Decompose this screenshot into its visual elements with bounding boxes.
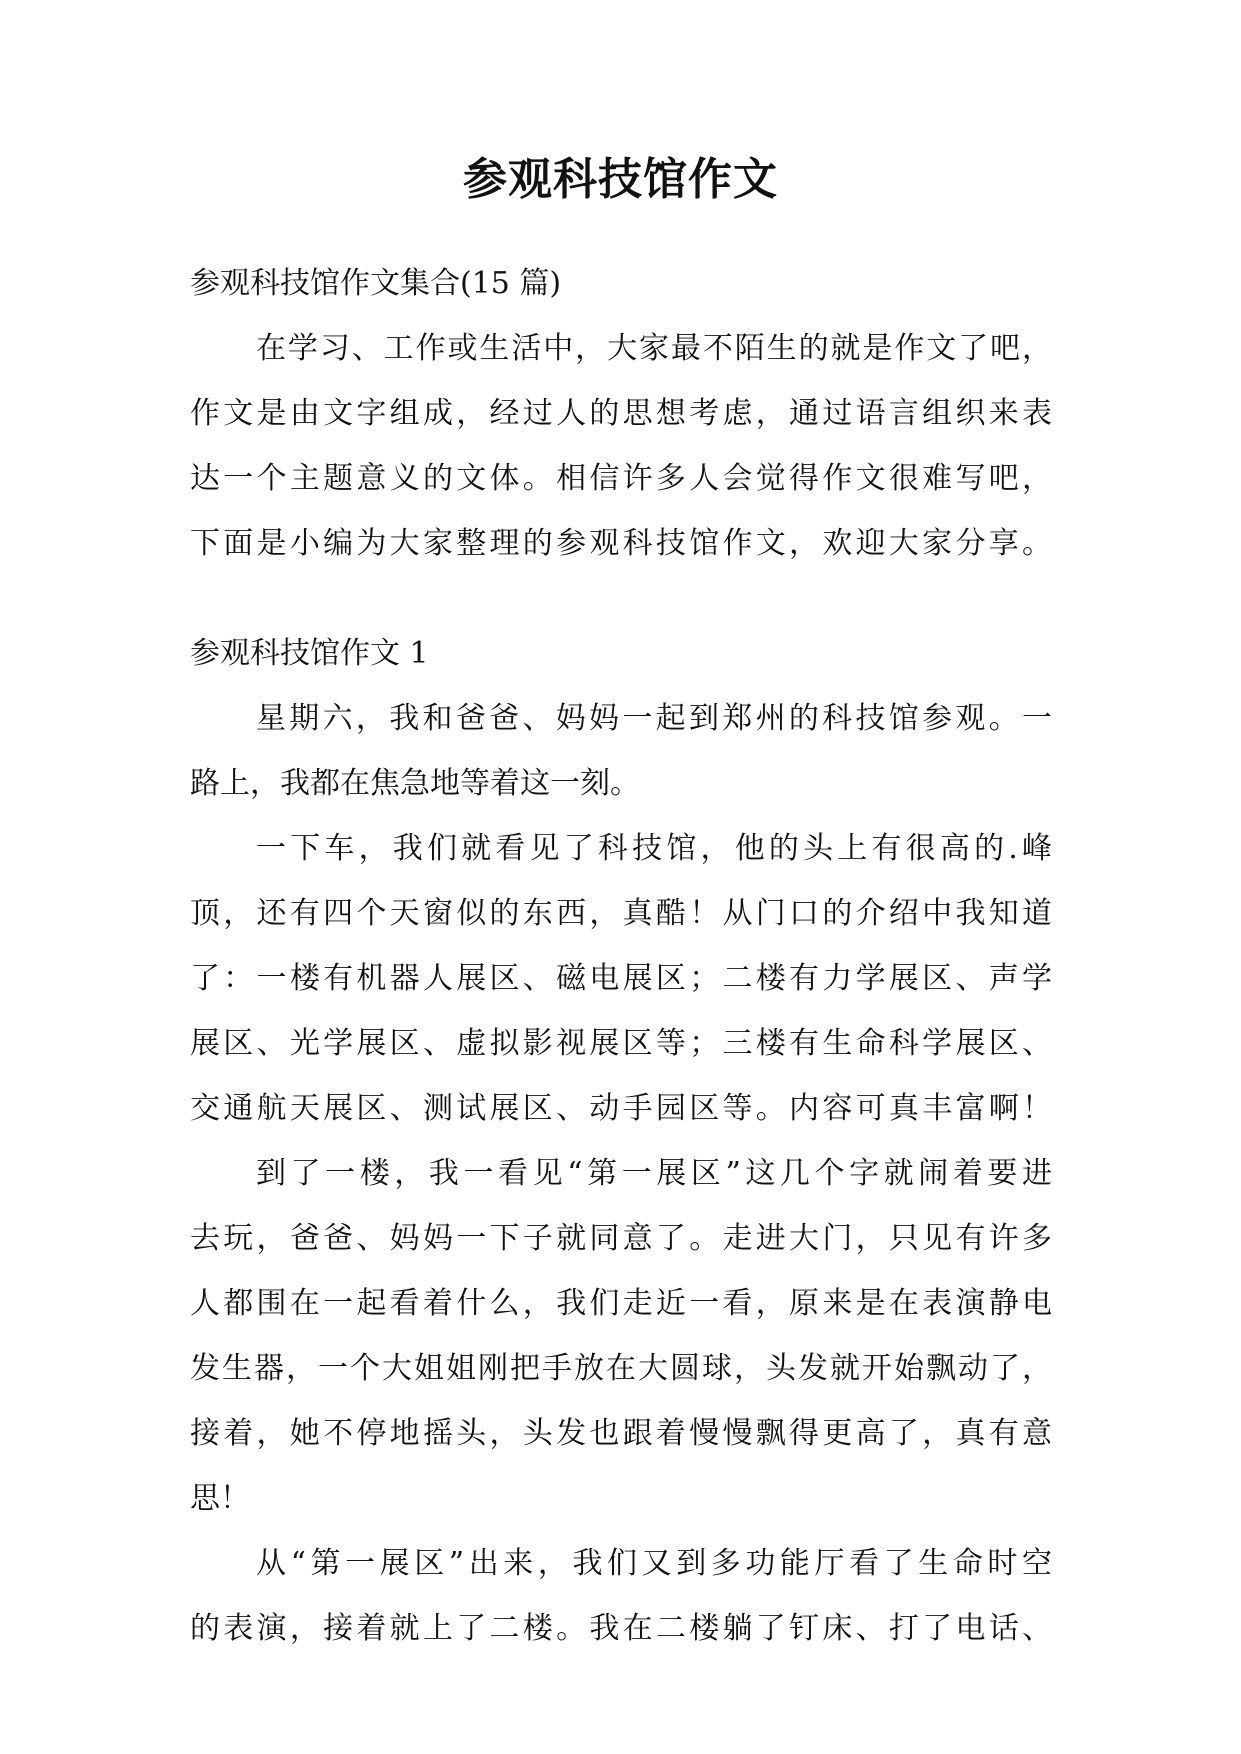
essay-line: 顶，还有四个天窗似的东西，真酷！从门口的介绍中我知道 (190, 896, 1052, 931)
intro-line: 在学习、工作或生活中，大家最不陌生的就是作文了吧， (256, 331, 1052, 366)
essay-line: 人都围在一起看着什么，我们走近一看，原来是在表演静电 (190, 1286, 1052, 1321)
intro-line: 达一个主题意义的文体。相信许多人会觉得作文很难写吧， (190, 461, 1052, 496)
essay-line: 发生器，一个大姐姐刚把手放在大圆球，头发就开始飘动了， (190, 1351, 1052, 1386)
essay-line: 一下车，我们就看见了科技馆，他的头上有很高的.峰 (256, 831, 1052, 866)
essay-line: 的表演，接着就上了二楼。我在二楼躺了钉床、打了电话、 (190, 1611, 1052, 1646)
essay-line: 展区、光学展区、虚拟影视展区等；三楼有生命科学展区、 (190, 1026, 1052, 1061)
essay-line: 路上，我都在焦急地等着这一刻。 (190, 766, 640, 801)
essay-line: 星期六，我和爸爸、妈妈一起到郑州的科技馆参观。一 (256, 701, 1052, 736)
essay-line: 到了一楼，我一看见“第一展区”这几个字就闹着要进 (256, 1156, 1052, 1191)
intro-line: 下面是小编为大家整理的参观科技馆作文，欢迎大家分享。 (190, 526, 1052, 561)
collection-heading: 参观科技馆作文集合(15 篇) (190, 266, 562, 301)
document-title: 参观科技馆作文 (463, 154, 778, 205)
intro-line: 作文是由文字组成，经过人的思想考虑，通过语言组织来表 (190, 396, 1052, 431)
essay-line: 交通航天展区、测试展区、动手园区等。内容可真丰富啊！ (190, 1091, 1052, 1126)
essay-heading: 参观科技馆作文 1 (190, 636, 429, 671)
essay-line: 思！ (190, 1481, 250, 1516)
essay-line: 去玩，爸爸、妈妈一下子就同意了。走进大门，只见有许多 (190, 1221, 1052, 1256)
essay-line: 从“第一展区”出来，我们又到多功能厅看了生命时空 (256, 1546, 1052, 1581)
essay-line: 接着，她不停地摇头，头发也跟着慢慢飘得更高了，真有意 (190, 1416, 1052, 1451)
essay-line: 了：一楼有机器人展区、磁电展区；二楼有力学展区、声学 (190, 961, 1052, 996)
